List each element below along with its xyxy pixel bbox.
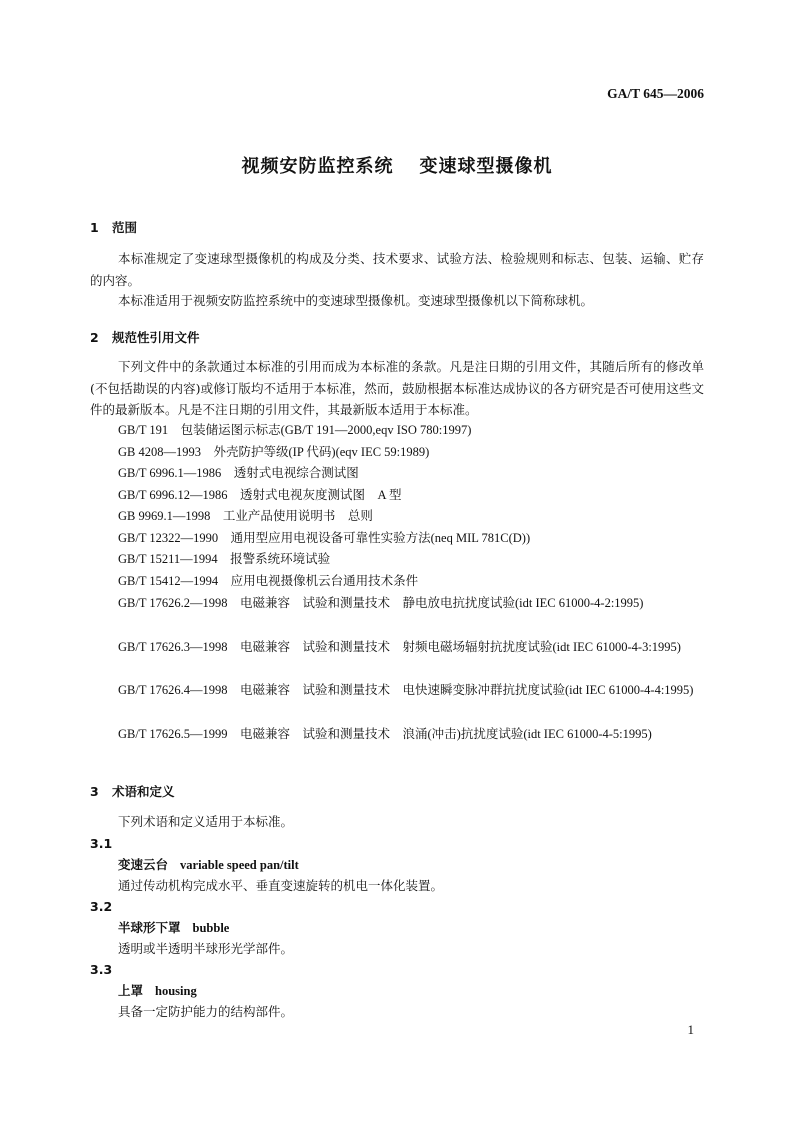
page-number: 1 [687, 1022, 694, 1037]
document-title [0, 152, 794, 178]
section-number: 1 [90, 220, 99, 235]
section-3-intro: 下列术语和定义适用于本标准。 [118, 814, 294, 829]
term-definition: 透明或半透明半球形光学部件。 [118, 941, 294, 956]
clause-number: 3.2 [90, 899, 113, 914]
term-definition: 具备一定防护能力的结构部件。 [118, 1004, 294, 1019]
section-1-paragraph: 本标准适用于视频安防监控系统中的变速球型摄像机。变速球型摄像机以下简称球机。 [118, 293, 594, 308]
reference-item: GB/T 12322—1990 通用型应用电视设备可靠性实验方法(neq MIL 781C(D)) [118, 531, 531, 545]
title-part1: 视频安防监控系统 [241, 156, 394, 177]
term-definition: 通过传动机构完成水平、垂直变速旋转的机电一体化装置。 [118, 878, 444, 893]
reference-item: GB/T 17626.5—1999 电磁兼容 试验和测量技术 浪涌(冲击)抗扰度试验(idt IEC 61000-4-5:1995) [118, 727, 652, 741]
term-chinese: 变速云台 [118, 857, 169, 872]
section-3-heading [90, 782, 704, 800]
term-chinese: 上罩 [118, 983, 144, 998]
reference-item: GB/T 191 包装储运图示标志(GB/T 191—2000,eqv ISO 780:1997) [118, 423, 472, 437]
section-number: 2 [90, 330, 99, 345]
term-english: bubble [192, 921, 230, 935]
section-2-heading [90, 328, 704, 346]
section-number: 3 [90, 784, 99, 799]
term-english: housing [155, 984, 197, 998]
section-title: 术语和定义 [112, 784, 175, 799]
reference-item: GB/T 17626.2—1998 电磁兼容 试验和测量技术 静电放电抗扰度试验(idt IEC 61000-4-2:1995) [118, 596, 644, 610]
term-chinese: 半球形下罩 [118, 920, 181, 935]
title-part2: 变速球型摄像机 [419, 156, 553, 177]
reference-item: GB/T 15211—1994 报警系统环境试验 [118, 552, 331, 566]
section-title: 范围 [112, 220, 138, 235]
section-1-heading [90, 218, 704, 236]
section-title: 规范性引用文件 [112, 330, 200, 345]
standard-code: GA/T 645—2006 [607, 86, 704, 101]
reference-item: GB/T 15412—1994 应用电视摄像机云台通用技术条件 [118, 574, 419, 588]
reference-item: GB 9969.1—1998 工业产品使用说明书 总则 [118, 509, 373, 523]
clause-number: 3.3 [90, 962, 113, 977]
term-english: variable speed pan/tilt [180, 858, 299, 872]
reference-item: GB/T 17626.3—1998 电磁兼容 试验和测量技术 射频电磁场辐射抗扰度试验(idt IEC 61000-4-3:1995) [118, 640, 681, 654]
term-entry [90, 981, 732, 999]
reference-item: GB/T 17626.4—1998 电磁兼容 试验和测量技术 电快速瞬变脉冲群抗扰度试验(idt IEC 61000-4-4:1995) [118, 683, 694, 697]
section-1-paragraph: 本标准规定了变速球型摄像机的构成及分类、技术要求、试验方法、检验规则和标志、包装、运输、贮存的内容。 [90, 251, 704, 288]
clause-number: 3.1 [90, 836, 113, 851]
reference-item: GB/T 6996.1—1986 透射式电视综合测试图 [118, 466, 359, 480]
reference-item: GB 4208—1993 外壳防护等级(IP 代码)(eqv IEC 59:1989) [118, 445, 430, 459]
reference-item: GB/T 6996.12—1986 透射式电视灰度测试图 A 型 [118, 488, 402, 502]
term-entry [90, 918, 732, 936]
term-entry [90, 855, 732, 873]
section-2-intro: 下列文件中的条款通过本标准的引用而成为本标准的条款。凡是注日期的引用文件，其随后所有的修改单(不包括勘误的内容)或修订版均不适用于本标准，然而，鼓励根据本标准达成协议的各方研究是否可使用这些文件的最新版本。凡是不注日期的引用文件，其最新版本适用于本标准。 [90, 359, 704, 417]
